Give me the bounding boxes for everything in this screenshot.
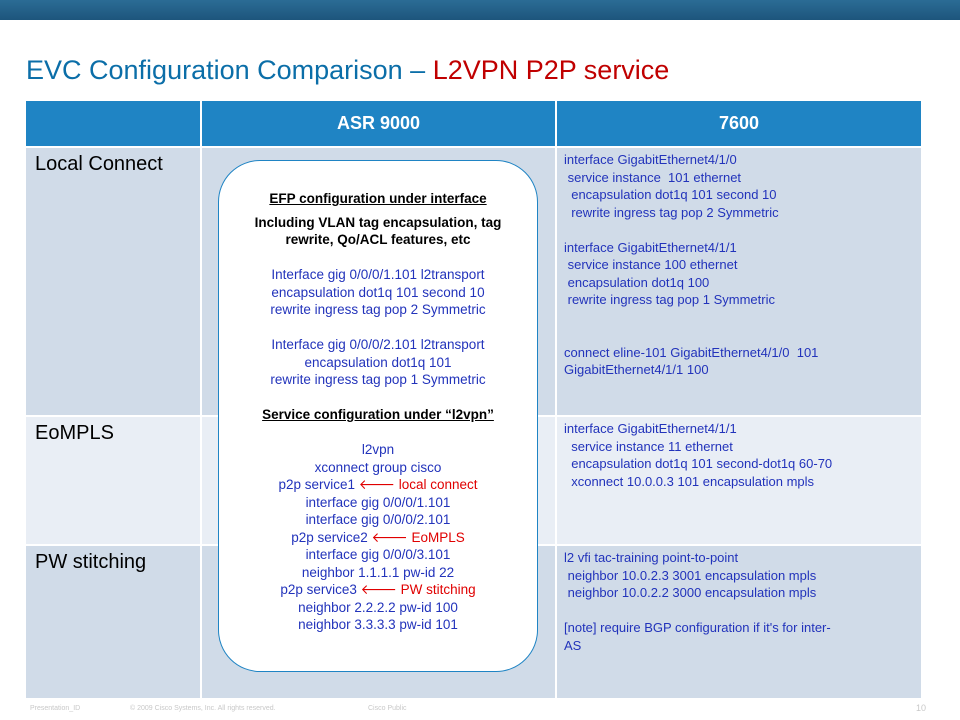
config-line: service instance 100 ethernet — [564, 257, 738, 272]
config-line: rewrite ingress tag pop 1 Symmetric — [564, 292, 775, 307]
efp-config-line: Interface gig 0/0/0/1.101 l2transport — [271, 267, 485, 282]
efp-heading: EFP configuration under interface — [269, 191, 487, 206]
efp-config-line: rewrite ingress tag pop 2 Symmetric — [270, 302, 486, 317]
config-line: [note] require BGP configuration if it's for inter- — [564, 620, 831, 635]
config-7600-pw-stitching — [557, 546, 921, 698]
efp-config-line: rewrite ingress tag pop 1 Symmetric — [270, 372, 486, 387]
config-line: neighbor 10.0.2.3 3001 encapsulation mpls — [564, 567, 817, 583]
config-line: encapsulation dot1q 101 second-dot1q 60-70 — [564, 456, 833, 471]
service3-note: 🡐 PW stitching — [360, 582, 476, 597]
service-config-line: interface gig 0/0/0/1.101 — [305, 494, 451, 510]
service2-line — [219, 529, 537, 547]
efp-subheading-line2: rewrite, Qo/ACL features, etc — [285, 232, 471, 247]
efp-subheading-line1: Including VLAN tag encapsulation, tag — [254, 214, 502, 230]
header-cell-asr9000: ASR 9000 — [202, 101, 555, 146]
config-spacer — [564, 602, 921, 620]
config-line: interface GigabitEthernet4/1/1 — [564, 421, 737, 436]
config-line: encapsulation dot1q 100 — [564, 274, 710, 290]
header-cell-7600: 7600 — [557, 101, 921, 146]
footer-classification: Cisco Public — [368, 705, 407, 712]
service2-note: 🡐 EoMPLS — [371, 529, 465, 545]
xconnect-group-line: xconnect group cisco — [314, 459, 442, 475]
footer-presentation-id: Presentation_ID — [30, 705, 81, 712]
row-label-local-connect: Local Connect — [26, 148, 200, 415]
row-label-eompls: EoMPLS — [26, 417, 200, 544]
config-line: xconnect 10.0.0.3 101 encapsulation mpls — [564, 473, 815, 489]
page-title — [26, 55, 669, 86]
efp-config-line: encapsulation dot1q 101 — [304, 354, 452, 370]
service1-note: 🡐 local connect — [358, 477, 478, 492]
service-config-line: neighbor 1.1.1.1 pw-id 22 — [301, 564, 455, 580]
page-number: 10 — [916, 703, 927, 713]
row-label-pw-stitching: PW stitching — [26, 546, 200, 698]
config-spacer — [564, 326, 921, 344]
config-spacer — [564, 309, 921, 327]
service3-name: p2p service3 — [280, 582, 361, 597]
config-spacer — [564, 221, 921, 239]
config-line: neighbor 10.0.2.2 3000 encapsulation mpls — [564, 585, 817, 600]
config-line: connect eline-101 GigabitEthernet4/1/0 101 — [564, 344, 819, 360]
service-config-line: neighbor 2.2.2.2 pw-id 100 — [298, 599, 458, 615]
service-config-line: interface gig 0/0/0/3.101 — [305, 547, 451, 562]
config-line: AS — [564, 637, 582, 653]
footer-copyright: © 2009 Cisco Systems, Inc. All rights reserved. — [130, 705, 276, 712]
asr9000-config-bubble — [218, 160, 538, 672]
service1-name: p2p service1 — [278, 477, 359, 492]
config-7600-local-connect — [557, 148, 921, 415]
service3-line — [219, 581, 537, 599]
config-line: service instance 11 ethernet — [564, 438, 733, 454]
config-line: l2 vfi tac-training point-to-point — [564, 550, 739, 565]
config-line: encapsulation dot1q 101 second 10 — [564, 187, 777, 202]
service-config-line: interface gig 0/0/0/2.101 — [305, 512, 451, 527]
config-line: rewrite ingress tag pop 2 Symmetric — [564, 204, 779, 220]
efp-config-line: Interface gig 0/0/0/2.101 l2transport — [271, 337, 485, 352]
service-heading: Service configuration under “l2vpn” — [262, 407, 494, 422]
service2-name: p2p service2 — [291, 529, 372, 545]
config-line: service instance 101 ethernet — [564, 169, 742, 185]
l2vpn-line: l2vpn — [361, 442, 395, 457]
config-line: GigabitEthernet4/1/1 100 — [564, 362, 709, 377]
top-banner — [0, 0, 960, 20]
config-line: interface GigabitEthernet4/1/0 — [564, 152, 737, 167]
header-cell-empty — [26, 101, 200, 146]
config-7600-eompls — [557, 417, 921, 544]
config-line: interface GigabitEthernet4/1/1 — [564, 239, 737, 255]
title-part-red: L2VPN P2P service — [432, 55, 670, 85]
title-part-blue: EVC Configuration Comparison – — [26, 55, 433, 85]
service1-line — [219, 476, 537, 494]
service-config-line: neighbor 3.3.3.3 pw-id 101 — [298, 617, 458, 632]
efp-config-line: encapsulation dot1q 101 second 10 — [271, 284, 485, 300]
